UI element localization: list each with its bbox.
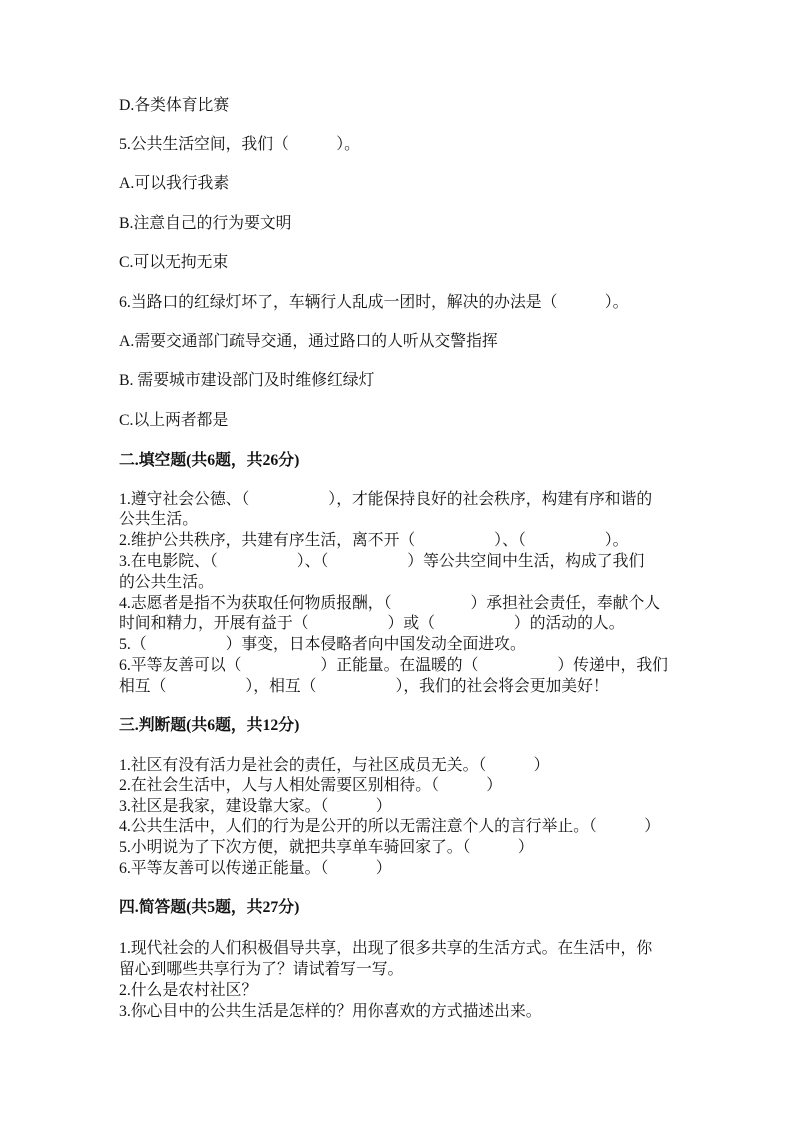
question-line: 4.志愿者是指不为获取任何物质报酬，（ ）承担社会责任，奉献个人 [119,594,661,612]
fill-question-1 [119,490,668,532]
q4-option-d: D.各类体育比赛 [119,96,230,114]
q5-option-a: A.可以我行我素 [119,175,230,193]
question-line: 3.你心目中的公共生活是怎样的？用你喜欢的方式描述出来。 [119,1002,542,1020]
question-line: 2.什么是农村社区？ [119,981,258,999]
judge-item-1: 1.社区有没有活力是社会的责任，与社区成员无关。（ ） [119,756,550,774]
fill-question-6 [119,656,668,698]
judge-questions [119,756,660,880]
fill-question-4 [119,594,668,636]
judge-item-3: 3.社区是我家，建设靠大家。（ ） [119,797,392,815]
question-line: 3.在电影院、（ ）、（ ）等公共空间中生活，构成了我们 [119,552,645,570]
question-line: 相互（ ），相互（ ），我们的社会将会更加美好！ [119,677,609,695]
question-line: 6.平等友善可以（ ）正能量。在温暖的（ ）传递中，我们 [119,656,668,674]
question-line: 时间和精力，开展有益于（ ）或（ ）的活动的人。 [119,615,625,633]
question-line: 1.现代社会的人们积极倡导共享，出现了很多共享的生活方式。在生活中，你 [119,939,653,957]
fill-question-5 [119,635,668,656]
fill-question-3 [119,552,668,594]
fill-question-2 [119,531,668,552]
short-question-3 [119,1001,652,1022]
judge-item-5: 5.小明说为了下次方便，就把共享单车骑回家了。（ ） [119,838,534,856]
question-line: 5.（ ）事变，日本侵略者向中国发动全面进攻。 [119,636,526,654]
q6-option-c: C.以上两者都是 [119,411,229,429]
fill-section-heading: 二.填空题(共6题，共26分) [119,451,300,469]
question-line: 的公共生活。 [119,573,214,591]
q5-stem: 5.公共生活空间，我们（ ）。 [119,135,360,153]
judge-item-6: 6.平等友善可以传递正能量。（ ） [119,859,392,877]
q5-option-c: C.可以无拘无束 [119,254,229,272]
choice-questions [119,96,628,451]
short-question-2 [119,980,652,1001]
q6-stem: 6.当路口的红绿灯坏了，车辆行人乱成一团时，解决的办法是（ ）。 [119,293,629,311]
q6-option-a: A.需要交通部门疏导交通，通过路口的人听从交警指挥 [119,332,498,350]
question-line: 留心到哪些共享行为了？请试着写一写。 [119,960,404,978]
question-line: 公共生活。 [119,511,198,529]
question-line: 2.维护公共秩序，共建有序生活，离不开（ ）、（ ）。 [119,532,629,550]
short-question-1 [119,938,652,980]
judge-section-heading: 三.判断题(共6题，共12分) [119,716,300,734]
short-answer-questions [119,938,652,1022]
question-line: 1.遵守社会公德、（ ），才能保持良好的社会秩序，构建有序和谐的 [119,490,653,508]
fill-questions [119,490,668,698]
judge-item-2: 2.在社会生活中，人与人相处需要区别相待。（ ） [119,777,503,795]
judge-item-4: 4.公共生活中，人们的行为是公开的所以无需注意个人的言行举止。（ ） [119,818,661,836]
q5-option-b: B.注意自己的行为要文明 [119,214,292,232]
q6-option-b: B. 需要城市建设部门及时维修红绿灯 [119,372,375,390]
short-answer-section-heading: 四.简答题(共5题，共27分) [119,898,300,916]
